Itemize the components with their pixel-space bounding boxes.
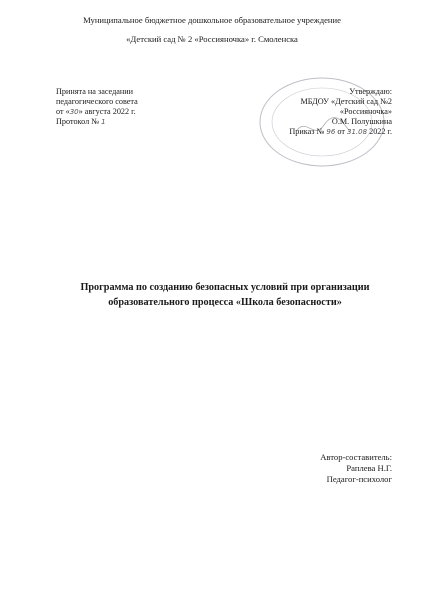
acceptance-date-line xyxy=(56,107,138,117)
program-title-line2: образовательного процесса «Школа безопасности» xyxy=(108,297,342,308)
acceptance-date-prefix: от « xyxy=(56,107,70,116)
organization-name-line2: «Детский сад № 2 «Россияночка» г. Смоленска xyxy=(126,34,298,44)
acceptance-date-suffix: » августа 2022 г. xyxy=(78,107,136,116)
order-number-handwritten: 96 xyxy=(326,128,336,136)
author-label: Автор-составитель: xyxy=(320,452,392,462)
acceptance-line1: Принята на заседании xyxy=(56,87,134,96)
protocol-number-handwritten: 1 xyxy=(101,118,106,126)
approval-line3: «Россияночка» xyxy=(339,107,392,116)
approval-block xyxy=(289,87,392,137)
order-from-label: от xyxy=(337,127,345,136)
acceptance-line2: педагогического совета xyxy=(56,97,138,106)
protocol-label: Протокол № xyxy=(56,117,100,126)
order-line xyxy=(289,127,392,137)
author-name: Раплева Н.Г. xyxy=(346,463,392,473)
approval-line2: МБДОУ «Детский сад №2 xyxy=(300,97,392,106)
council-acceptance-block xyxy=(56,87,138,127)
acceptance-day-handwritten: 30 xyxy=(69,108,79,116)
approval-line1: Утверждаю: xyxy=(349,87,392,96)
program-title xyxy=(40,280,410,310)
order-year: 2022 г. xyxy=(369,127,392,136)
order-date-handwritten: 31.08 xyxy=(347,128,368,136)
order-label: Приказ № xyxy=(289,127,325,136)
signatory-name: О.М. Полушкина xyxy=(331,117,392,126)
author-position: Педагог-психолог xyxy=(326,474,392,484)
organization-name-line1: Муниципальное бюджетное дошкольное образовательное учреждение xyxy=(83,15,341,25)
program-title-line1: Программа по созданию безопасных условий при организации xyxy=(80,282,370,293)
approval-signatory-line xyxy=(289,117,392,127)
protocol-line xyxy=(56,117,138,127)
author-block xyxy=(320,452,392,485)
